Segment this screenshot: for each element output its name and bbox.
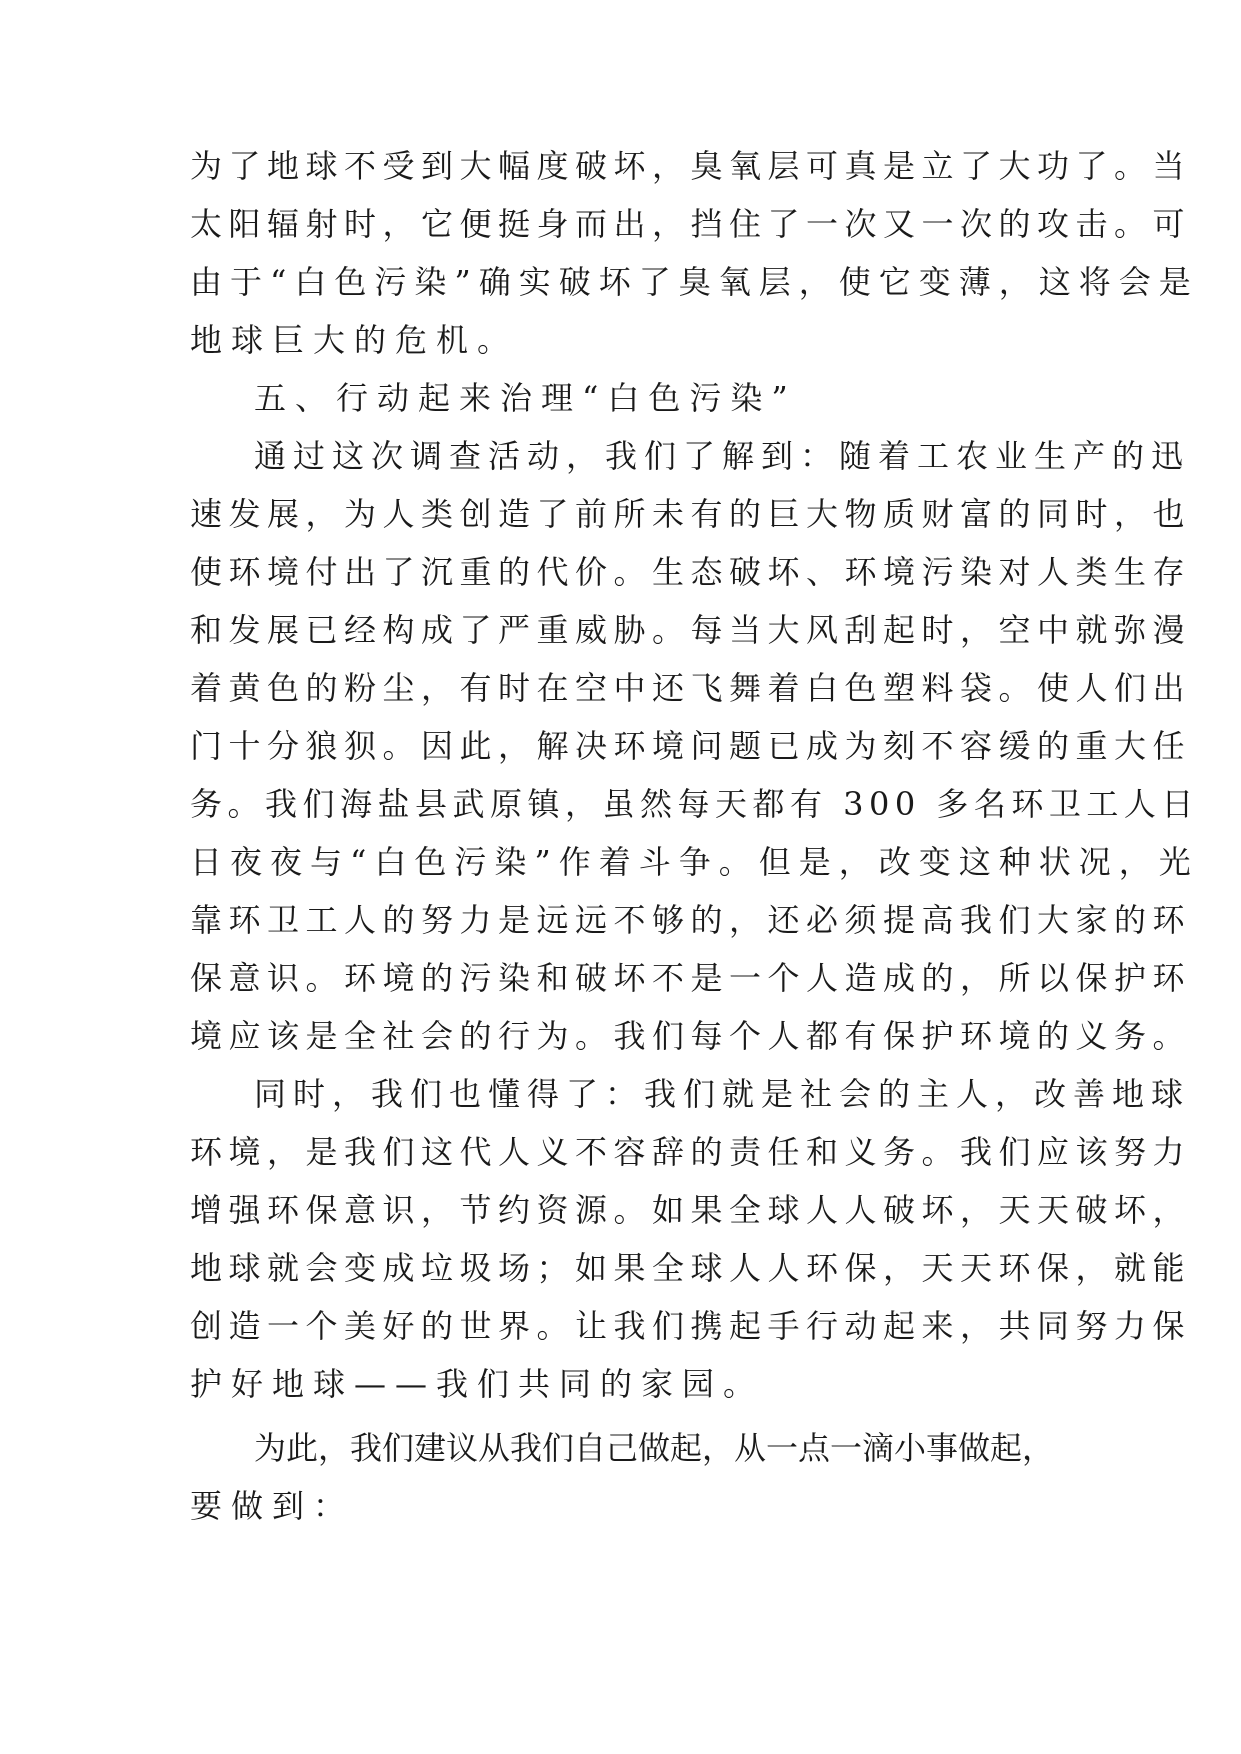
paragraph-1-line-1: 为了地球不受到大幅度破坏，臭氧层可真是立了大功了。当 [190,147,1192,185]
paragraph-3-line-5: 创造一个美好的世界。让我们携起手行动起来，共同努力保 [190,1307,1192,1345]
paragraph-3-line-1: 同时，我们也懂得了：我们就是社会的主人，改善地球 [254,1075,1191,1113]
paragraph-2-line-4: 和发展已经构成了严重威胁。每当大风刮起时，空中就弥漫 [190,611,1192,649]
paragraph-4-line-1: 为此，我们建议从我们自己做起，从一点一滴小事做起， [254,1429,1055,1467]
paragraph-2-line-2: 速发展，为人类创造了前所未有的巨大物质财富的同时，也 [190,495,1192,533]
paragraph-3-line-6: 护好地球——我们共同的家园。 [190,1365,765,1403]
paragraph-1-line-3: 由于“白色污染”确实破坏了臭氧层，使它变薄，这将会是 [190,263,1199,301]
paragraph-3-line-2: 环境，是我们这代人义不容辞的责任和义务。我们应该努力 [190,1133,1192,1171]
paragraph-1-line-4: 地球巨大的危机。 [190,321,519,359]
paragraph-3-line-4: 地球就会变成垃圾场；如果全球人人环保，天天环保，就能 [190,1249,1192,1287]
paragraph-2-line-9: 靠环卫工人的努力是远远不够的，还必须提高我们大家的环 [190,901,1192,939]
section-heading: 五、行动起来治理“白色污染” [254,379,797,417]
paragraph-2-line-11: 境应该是全社会的行为。我们每个人都有保护环境的义务。 [190,1017,1192,1055]
paragraph-4-line-2: 要做到： [190,1487,355,1525]
paragraph-1-line-2: 太阳辐射时，它便挺身而出，挡住了一次又一次的攻击。可 [190,205,1192,243]
paragraph-2-line-10: 保意识。环境的污染和破坏不是一个人造成的，所以保护环 [190,959,1192,997]
paragraph-2-line-1: 通过这次调查活动，我们了解到：随着工农业生产的迅 [254,437,1191,475]
paragraph-3-line-3: 增强环保意识，节约资源。如果全球人人破坏，天天破坏， [190,1191,1192,1229]
paragraph-2-line-7: 务。我们海盐县武原镇，虽然每天都有 300 多名环卫工人日 [190,785,1199,823]
paragraph-2-line-5: 着黄色的粉尘，有时在空中还飞舞着白色塑料袋。使人们出 [190,669,1192,707]
paragraph-2-line-8: 日夜夜与“白色污染”作着斗争。但是，改变这种状况，光 [190,843,1199,881]
paragraph-2-line-6: 门十分狼狈。因此，解决环境问题已成为刻不容缓的重大任 [190,727,1192,765]
paragraph-2-line-3: 使环境付出了沉重的代价。生态破坏、环境污染对人类生存 [190,553,1192,591]
